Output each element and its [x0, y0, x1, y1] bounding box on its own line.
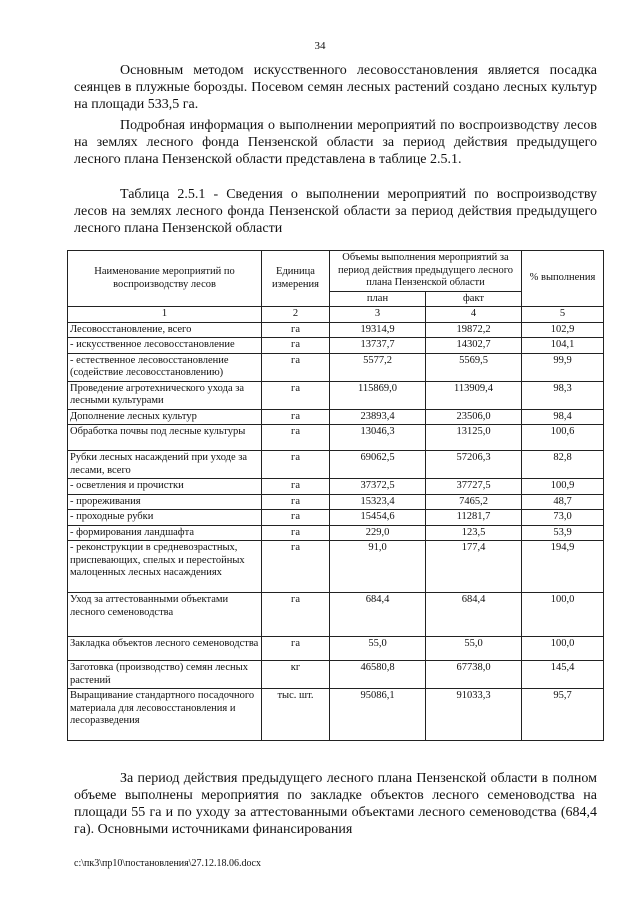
table-row — [68, 637, 604, 661]
table-row — [68, 593, 604, 637]
file-path-footer: c:\пк3\пр10\постановления\27.12.18.06.docx — [74, 858, 261, 869]
unit-cell: га — [262, 381, 330, 409]
unit-cell: га — [262, 479, 330, 495]
header-volume: Объемы выполнения мероприятий за период действия предыдущего лесного плана Пензенской области — [330, 251, 522, 292]
unit-cell: га — [262, 525, 330, 541]
fact-value-cell: 684,4 — [426, 593, 522, 637]
activity-name-cell: Выращивание стандартного посадочного материала для лесовосстановления и лесоразведения — [68, 689, 262, 741]
table-row — [68, 510, 604, 526]
column-number-row — [68, 307, 604, 323]
unit-cell: кг — [262, 661, 330, 689]
fact-value-cell: 7465,2 — [426, 494, 522, 510]
measures-table — [67, 250, 604, 741]
unit-cell: га — [262, 451, 330, 479]
table-row — [68, 353, 604, 381]
activity-name-cell: - естественное лесовосстановление (содействие лесовосстановлению) — [68, 353, 262, 381]
plan-value-cell: 684,4 — [330, 593, 426, 637]
plan-value-cell: 37372,5 — [330, 479, 426, 495]
unit-cell: га — [262, 494, 330, 510]
fact-value-cell: 55,0 — [426, 637, 522, 661]
paragraph-1: Основным методом искусственного лесовосстановления является посадка сеянцев в плужные борозды. Посевом семян лесных растений создано лесных культур на площади 533,5 га. — [74, 63, 597, 112]
plan-value-cell: 15454,6 — [330, 510, 426, 526]
table-row — [68, 381, 604, 409]
header-percent: % выполнения — [522, 251, 604, 307]
fact-value-cell: 113909,4 — [426, 381, 522, 409]
table-row — [68, 425, 604, 451]
percent-cell: 53,9 — [522, 525, 604, 541]
plan-value-cell: 95086,1 — [330, 689, 426, 741]
activity-name-cell: - реконструкции в средневозрастных, приспевающих, спелых и перестойных малоценных лесных насаждениях — [68, 541, 262, 593]
percent-cell: 98,3 — [522, 381, 604, 409]
plan-value-cell: 91,0 — [330, 541, 426, 593]
fact-value-cell: 123,5 — [426, 525, 522, 541]
table-caption: Таблица 2.5.1 - Сведения о выполнении мероприятий по воспроизводству лесов на землях лесного фонда Пензенской области за период действия предыдущего лесного плана Пензенской области — [74, 187, 597, 236]
fact-value-cell: 11281,7 — [426, 510, 522, 526]
unit-cell: га — [262, 541, 330, 593]
column-number: 1 — [68, 307, 262, 323]
column-number: 4 — [426, 307, 522, 323]
table-row — [68, 689, 604, 741]
table-row — [68, 661, 604, 689]
page-number: 34 — [314, 40, 326, 52]
plan-value-cell: 15323,4 — [330, 494, 426, 510]
fact-value-cell: 57206,3 — [426, 451, 522, 479]
activity-name-cell: - проходные рубки — [68, 510, 262, 526]
activity-name-cell: - искусственное лесовосстановление — [68, 338, 262, 354]
plan-value-cell: 13046,3 — [330, 425, 426, 451]
percent-cell: 99,9 — [522, 353, 604, 381]
paragraph-3: За период действия предыдущего лесного плана Пензенской области в полном объеме выполнены мероприятия по закладке объектов лесного семеноводства на площади 55 га и по уходу за аттестованными объектами лесного семеноводства (684,4 га). Основными источниками финансирования — [74, 771, 597, 837]
table-row — [68, 479, 604, 495]
unit-cell: га — [262, 637, 330, 661]
percent-cell: 194,9 — [522, 541, 604, 593]
plan-value-cell: 5577,2 — [330, 353, 426, 381]
fact-value-cell: 23506,0 — [426, 409, 522, 425]
plan-value-cell: 115869,0 — [330, 381, 426, 409]
percent-cell: 73,0 — [522, 510, 604, 526]
percent-cell: 98,4 — [522, 409, 604, 425]
unit-cell: га — [262, 409, 330, 425]
plan-value-cell: 46580,8 — [330, 661, 426, 689]
fact-value-cell: 37727,5 — [426, 479, 522, 495]
percent-cell: 100,0 — [522, 637, 604, 661]
column-number: 5 — [522, 307, 604, 323]
plan-value-cell: 69062,5 — [330, 451, 426, 479]
unit-cell: га — [262, 353, 330, 381]
activity-name-cell: Обработка почвы под лесные культуры — [68, 425, 262, 451]
activity-name-cell: - осветления и прочистки — [68, 479, 262, 495]
fact-value-cell: 13125,0 — [426, 425, 522, 451]
activity-name-cell: Уход за аттестованными объектами лесного семеноводства — [68, 593, 262, 637]
column-number: 2 — [262, 307, 330, 323]
plan-value-cell: 55,0 — [330, 637, 426, 661]
activity-name-cell: Лесовосстановление, всего — [68, 322, 262, 338]
fact-value-cell: 19872,2 — [426, 322, 522, 338]
activity-name-cell: Дополнение лесных культур — [68, 409, 262, 425]
unit-cell: га — [262, 322, 330, 338]
header-fact: факт — [426, 291, 522, 307]
activity-name-cell: Рубки лесных насаждений при уходе за лесами, всего — [68, 451, 262, 479]
table-row — [68, 525, 604, 541]
table-row — [68, 541, 604, 593]
plan-value-cell: 229,0 — [330, 525, 426, 541]
plan-value-cell: 19314,9 — [330, 322, 426, 338]
unit-cell: га — [262, 338, 330, 354]
fact-value-cell: 177,4 — [426, 541, 522, 593]
table-row — [68, 322, 604, 338]
plan-value-cell: 13737,7 — [330, 338, 426, 354]
percent-cell: 145,4 — [522, 661, 604, 689]
unit-cell: га — [262, 593, 330, 637]
unit-cell: га — [262, 510, 330, 526]
table-row — [68, 451, 604, 479]
percent-cell: 100,6 — [522, 425, 604, 451]
header-plan: план — [330, 291, 426, 307]
percent-cell: 100,9 — [522, 479, 604, 495]
activity-name-cell: - формирования ландшафта — [68, 525, 262, 541]
percent-cell: 102,9 — [522, 322, 604, 338]
fact-value-cell: 91033,3 — [426, 689, 522, 741]
percent-cell: 104,1 — [522, 338, 604, 354]
percent-cell: 48,7 — [522, 494, 604, 510]
table-row — [68, 338, 604, 354]
percent-cell: 95,7 — [522, 689, 604, 741]
fact-value-cell: 67738,0 — [426, 661, 522, 689]
paragraph-2: Подробная информация о выполнении мероприятий по воспроизводству лесов на землях лесного фонда Пензенской области за период действия предыдущего лесного плана Пензенской области представлена в таблице 2.5.1. — [74, 118, 597, 167]
unit-cell: тыс. шт. — [262, 689, 330, 741]
table-row — [68, 494, 604, 510]
plan-value-cell: 23893,4 — [330, 409, 426, 425]
table-row — [68, 409, 604, 425]
unit-cell: га — [262, 425, 330, 451]
fact-value-cell: 5569,5 — [426, 353, 522, 381]
header-unit: Единица измерения — [262, 251, 330, 307]
activity-name-cell: - прореживания — [68, 494, 262, 510]
activity-name-cell: Проведение агротехнического ухода за лесными культурами — [68, 381, 262, 409]
percent-cell: 82,8 — [522, 451, 604, 479]
header-name: Наименование мероприятий по воспроизводству лесов — [68, 251, 262, 307]
column-number: 3 — [330, 307, 426, 323]
activity-name-cell: Закладка объектов лесного семеноводства — [68, 637, 262, 661]
percent-cell: 100,0 — [522, 593, 604, 637]
fact-value-cell: 14302,7 — [426, 338, 522, 354]
activity-name-cell: Заготовка (производство) семян лесных растений — [68, 661, 262, 689]
